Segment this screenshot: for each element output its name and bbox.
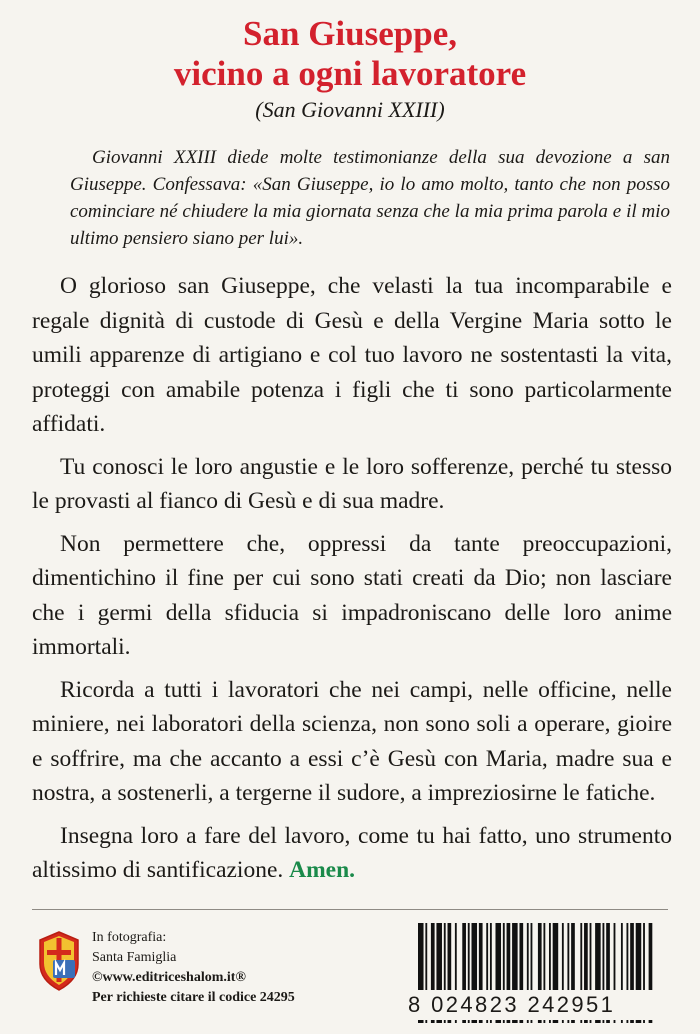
shalom-logo-icon: [36, 930, 82, 992]
intro-paragraph: Giovanni XXIII diede molte testimonianze della sua devozione a san Giuseppe. Confessava: «San Giuseppe, io lo amo molto, tanto che non posso cominciare né chiudere la mia giornata senza che la mia prima parola e il mio ultimo pensiero siano per lui».: [70, 147, 670, 249]
card-title: [0, 14, 700, 94]
prayer-paragraph-5-text: Insegna loro a fare del lavoro, come tu hai fatto, uno strumento altissimo di santificazione.: [32, 822, 672, 883]
prayer-paragraph-5: [32, 819, 672, 888]
photo-subject: Santa Famiglia: [92, 950, 177, 965]
photo-label: In fotografia:: [92, 930, 167, 945]
barcode-number-text: 8 024823 242951: [408, 992, 616, 1017]
prayer-paragraph-2: Tu conosci le loro angustie e le loro sofferenze, perché tu stesso le provasti al fianco di Gesù e di sua madre.: [32, 453, 672, 514]
prayer-paragraph-1: O glorioso san Giuseppe, che velasti la tua incomparabile e regale dignità di custode di Gesù e della Vergine Maria sotto le umili apparenze di artigiano e col tuo lavoro ne sostentasti la vita, proteggi con amabile potenza i figli che ti sono particolarmente affidati.: [32, 273, 672, 437]
amen-word: Amen.: [289, 857, 356, 883]
prayer-paragraph-4: Ricorda a tutti i lavoratori che nei campi, nelle officine, nelle miniere, nei laboratori della scienza, non sono soli a operare, gioire e soffrire, ma che accanto a essi c’è Gesù con Maria, madre sua e nostra, a sostenerli, a tergerne il sudore, a impreziosirne le fatiche.: [32, 676, 672, 806]
order-code: Per richieste citare il codice 24295: [92, 990, 295, 1005]
footer-divider: [32, 909, 668, 910]
prayer-text: [32, 269, 672, 888]
footer-credits: [92, 928, 392, 1008]
title-line-2: vicino a ogni lavoratore: [173, 54, 527, 93]
title-line-1: San Giuseppe,: [243, 14, 457, 53]
barcode-number: [408, 990, 666, 1020]
prayer-paragraph-3: Non permettere che, oppressi da tante preoccupazioni, dimentichino il fine per cui sono stati creati da Dio; non lasciare che i germi della sfiducia si impadroniscano delle loro anime immortali.: [32, 530, 672, 660]
title-author: (San Giovanni XXIII): [255, 97, 445, 122]
publisher-website: ©www.editriceshalom.it®: [92, 970, 246, 985]
